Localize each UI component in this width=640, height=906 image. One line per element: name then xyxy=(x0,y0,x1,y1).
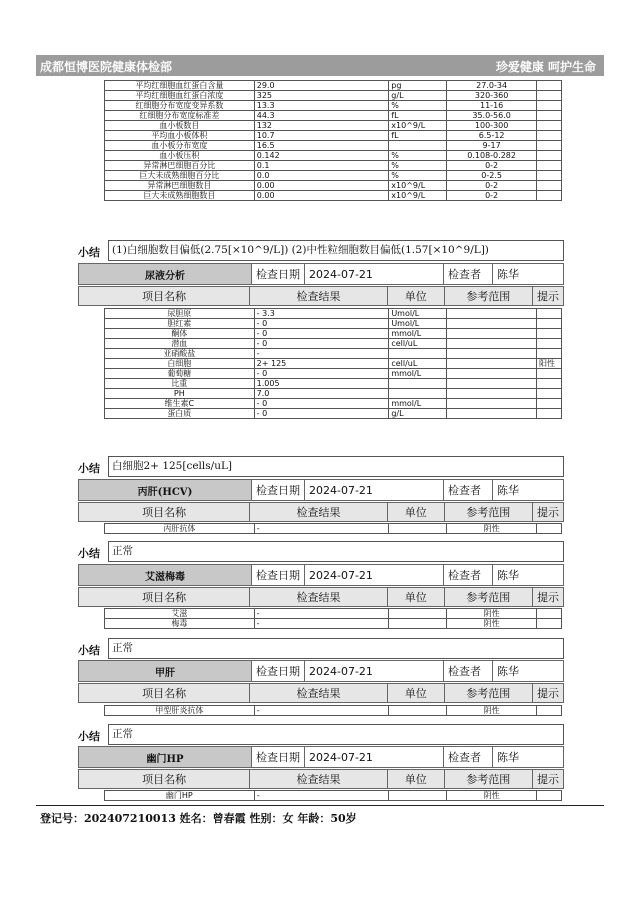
table-row xyxy=(105,191,562,201)
table-row xyxy=(105,181,562,191)
urine-summary xyxy=(78,456,564,476)
hcv-section-header xyxy=(78,479,564,501)
item-hint xyxy=(536,309,561,319)
item-hint xyxy=(537,131,562,141)
check-date-label: 检查日期 xyxy=(252,480,305,501)
col-range: 参考范围 xyxy=(444,770,532,789)
item-result: 325 xyxy=(254,91,389,101)
item-unit xyxy=(389,524,447,534)
item-range xyxy=(447,409,537,419)
hcv-summary xyxy=(78,541,564,561)
hiv-results-table xyxy=(104,608,562,629)
table-row xyxy=(105,409,562,419)
item-name: 平均红细胞血红蛋白含量 xyxy=(105,81,255,91)
item-range: 0-2.5 xyxy=(447,171,537,181)
check-date: 2024-07-21 xyxy=(305,747,444,768)
col-range: 参考范围 xyxy=(444,503,532,522)
item-hint xyxy=(536,329,561,339)
urine-section-header xyxy=(78,263,564,285)
hiv-summary-text: 正常 xyxy=(108,638,564,659)
item-result: 1.005 xyxy=(254,379,389,389)
col-unit: 单位 xyxy=(387,588,444,607)
item-result: 0.00 xyxy=(254,191,389,201)
item-range xyxy=(447,359,537,369)
col-item: 项目名称 xyxy=(79,287,250,306)
table-row xyxy=(105,319,562,329)
table-row xyxy=(105,619,562,629)
hcv-summary-text: 正常 xyxy=(108,541,564,562)
item-result: 16.5 xyxy=(254,141,389,151)
hiv-section-header xyxy=(78,564,564,586)
col-hint: 提示 xyxy=(533,588,564,607)
checker-label: 检查者 xyxy=(444,747,493,768)
item-unit: Umol/L xyxy=(389,309,447,319)
item-result: 0.1 xyxy=(254,161,389,171)
summary-label: 小结 xyxy=(78,547,100,560)
item-result: - 0 xyxy=(254,329,389,339)
urine-summary-text: 白细胞2+ 125[cells/uL] xyxy=(108,456,564,477)
table-row xyxy=(105,359,562,369)
item-name: 酮体 xyxy=(105,329,255,339)
section-name: 艾滋梅毒 xyxy=(79,565,252,586)
table-row xyxy=(105,141,562,151)
table-row xyxy=(105,524,562,534)
summary-label: 小结 xyxy=(78,462,100,475)
col-range: 参考范围 xyxy=(444,684,532,703)
item-unit: % xyxy=(389,161,447,171)
item-unit: g/L xyxy=(389,409,447,419)
item-unit: x10^9/L xyxy=(389,121,447,131)
item-range: 35.0-56.0 xyxy=(447,111,537,121)
item-range: 阴性 xyxy=(447,619,537,629)
item-name: 葡萄糖 xyxy=(105,369,255,379)
item-hint xyxy=(537,524,562,534)
item-name: 红细胞分布宽度标准差 xyxy=(105,111,255,121)
item-hint xyxy=(536,409,561,419)
item-hint xyxy=(537,91,562,101)
table-row xyxy=(105,399,562,409)
hiv-summary xyxy=(78,638,564,658)
section-name: 尿液分析 xyxy=(79,264,252,285)
table-row xyxy=(105,101,562,111)
hav-column-header xyxy=(78,683,564,703)
section-name: 丙肝(HCV) xyxy=(79,480,252,501)
table-row xyxy=(105,171,562,181)
item-result: - xyxy=(254,349,389,359)
item-name: 蛋白质 xyxy=(105,409,255,419)
item-range: 6.5-12 xyxy=(447,131,537,141)
item-range xyxy=(447,339,537,349)
item-hint: 阳性 xyxy=(536,359,561,369)
check-date-label: 检查日期 xyxy=(252,747,305,768)
table-row xyxy=(105,81,562,91)
hav-summary xyxy=(78,724,564,744)
table-row xyxy=(105,349,562,359)
item-range: 320-360 xyxy=(447,91,537,101)
col-item: 项目名称 xyxy=(79,684,250,703)
summary-label: 小结 xyxy=(78,644,100,657)
item-unit: g/L xyxy=(389,91,447,101)
item-result: 13.3 xyxy=(254,101,389,111)
hav-section-header xyxy=(78,660,564,682)
hp-column-header xyxy=(78,769,564,789)
item-result: - 0 xyxy=(254,399,389,409)
item-unit: mmol/L xyxy=(389,399,447,409)
item-result: - xyxy=(254,791,389,801)
item-name: 潜血 xyxy=(105,339,255,349)
urine-results-table xyxy=(104,308,562,419)
table-row xyxy=(105,609,562,619)
item-range: 11-16 xyxy=(447,101,537,111)
item-unit: cell/uL xyxy=(389,339,447,349)
item-name: 幽门HP xyxy=(105,791,255,801)
item-unit: mmol/L xyxy=(389,369,447,379)
col-item: 项目名称 xyxy=(79,503,250,522)
hcv-column-header xyxy=(78,502,564,522)
item-hint xyxy=(537,101,562,111)
item-unit xyxy=(389,389,447,399)
item-unit: x10^9/L xyxy=(389,191,447,201)
hcv-results-table xyxy=(104,523,562,534)
col-item: 项目名称 xyxy=(79,770,250,789)
item-range: 100-300 xyxy=(447,121,537,131)
item-hint xyxy=(537,171,562,181)
item-name: 异常淋巴细胞百分比 xyxy=(105,161,255,171)
col-hint: 提示 xyxy=(533,770,564,789)
item-unit: Umol/L xyxy=(389,319,447,329)
item-range xyxy=(447,309,537,319)
item-name: 血小板分布宽度 xyxy=(105,141,255,151)
item-hint xyxy=(537,161,562,171)
item-unit xyxy=(389,619,447,629)
item-unit: % xyxy=(389,151,447,161)
item-unit xyxy=(389,141,447,151)
hav-summary-text: 正常 xyxy=(108,724,564,745)
item-range xyxy=(447,389,537,399)
check-date: 2024-07-21 xyxy=(305,661,444,682)
item-unit xyxy=(389,706,447,716)
table-row xyxy=(105,389,562,399)
checker-name: 陈华 xyxy=(493,480,564,501)
item-unit xyxy=(389,379,447,389)
check-date-label: 检查日期 xyxy=(252,264,305,285)
table-row xyxy=(105,791,562,801)
checker-label: 检查者 xyxy=(444,565,493,586)
item-result: 0.0 xyxy=(254,171,389,181)
checker-name: 陈华 xyxy=(493,661,564,682)
item-hint xyxy=(537,181,562,191)
item-result: - 0 xyxy=(254,369,389,379)
item-result: - 0 xyxy=(254,409,389,419)
item-result: - xyxy=(254,706,389,716)
item-unit xyxy=(389,349,447,359)
checker-name: 陈华 xyxy=(493,264,564,285)
summary-label: 小结 xyxy=(78,730,100,743)
table-row xyxy=(105,111,562,121)
check-date: 2024-07-21 xyxy=(305,264,444,285)
checker-label: 检查者 xyxy=(444,264,493,285)
hp-section-header xyxy=(78,746,564,768)
checker-name: 陈华 xyxy=(493,747,564,768)
item-unit: % xyxy=(389,101,447,111)
col-result: 检查结果 xyxy=(250,684,388,703)
item-name: 异常淋巴细胞数目 xyxy=(105,181,255,191)
item-hint xyxy=(536,399,561,409)
item-range: 0-2 xyxy=(447,191,537,201)
hp-results-table xyxy=(104,790,562,801)
item-hint xyxy=(536,339,561,349)
item-name: 红细胞分布宽度变异系数 xyxy=(105,101,255,111)
slogan: 珍爱健康 呵护生命 xyxy=(495,60,596,74)
table-row xyxy=(105,706,562,716)
item-hint xyxy=(537,791,562,801)
col-unit: 单位 xyxy=(387,684,444,703)
item-range: 0.108-0.282 xyxy=(447,151,537,161)
report-header xyxy=(36,55,604,76)
item-unit: pg xyxy=(389,81,447,91)
item-name: PH xyxy=(105,389,255,399)
table-row xyxy=(105,161,562,171)
item-range xyxy=(447,399,537,409)
item-range xyxy=(447,329,537,339)
item-result: 132 xyxy=(254,121,389,131)
item-name: 维生素C xyxy=(105,399,255,409)
blood-results-table xyxy=(104,80,562,201)
item-range: 27.0-34 xyxy=(447,81,537,91)
patient-info: 登记号：202407210013 姓名：曾春霞 性别：女 年龄：50岁 xyxy=(40,812,357,825)
check-date-label: 检查日期 xyxy=(252,565,305,586)
table-row xyxy=(105,339,562,349)
item-hint xyxy=(537,141,562,151)
item-name: 比重 xyxy=(105,379,255,389)
col-hint: 提示 xyxy=(533,287,564,306)
col-result: 检查结果 xyxy=(250,770,388,789)
item-hint xyxy=(537,609,562,619)
table-row xyxy=(105,379,562,389)
item-name: 巨大未成熟细胞百分比 xyxy=(105,171,255,181)
checker-name: 陈华 xyxy=(493,565,564,586)
item-unit xyxy=(389,791,447,801)
item-unit: x10^9/L xyxy=(389,181,447,191)
item-hint xyxy=(536,379,561,389)
item-hint xyxy=(536,369,561,379)
item-range: 9-17 xyxy=(447,141,537,151)
item-unit: fL xyxy=(389,131,447,141)
blood-summary xyxy=(78,240,564,260)
table-row xyxy=(105,121,562,131)
item-hint xyxy=(536,389,561,399)
item-name: 平均血小板体积 xyxy=(105,131,255,141)
item-name: 血小板压积 xyxy=(105,151,255,161)
item-result: - xyxy=(254,619,389,629)
section-name: 甲肝 xyxy=(79,661,252,682)
item-result: - 0 xyxy=(254,319,389,329)
item-hint xyxy=(537,121,562,131)
checker-label: 检查者 xyxy=(444,661,493,682)
item-name: 平均红细胞血红蛋白浓度 xyxy=(105,91,255,101)
hiv-column-header xyxy=(78,587,564,607)
col-result: 检查结果 xyxy=(250,287,388,306)
col-hint: 提示 xyxy=(533,684,564,703)
item-name: 胆红素 xyxy=(105,319,255,329)
table-row xyxy=(105,151,562,161)
table-row xyxy=(105,329,562,339)
item-name: 巨大未成熟细胞数目 xyxy=(105,191,255,201)
item-hint xyxy=(537,81,562,91)
table-row xyxy=(105,369,562,379)
col-hint: 提示 xyxy=(533,503,564,522)
item-result: 10.7 xyxy=(254,131,389,141)
item-range: 0-2 xyxy=(447,181,537,191)
footer-divider xyxy=(36,805,604,806)
item-name: 尿胆原 xyxy=(105,309,255,319)
item-result: 7.0 xyxy=(254,389,389,399)
item-range: 阴性 xyxy=(447,609,537,619)
item-name: 丙肝抗体 xyxy=(105,524,255,534)
col-unit: 单位 xyxy=(387,770,444,789)
item-unit xyxy=(389,609,447,619)
summary-label: 小结 xyxy=(78,246,100,259)
item-name: 白细胞 xyxy=(105,359,255,369)
hav-results-table xyxy=(104,705,562,716)
item-result: 29.0 xyxy=(254,81,389,91)
item-range xyxy=(447,349,537,359)
blood-summary-text: (1)白细胞数目偏低(2.75[×10^9/L]) (2)中性粒细胞数目偏低(1.57[×10^9/L]) xyxy=(108,240,564,261)
col-range: 参考范围 xyxy=(444,588,532,607)
item-result: - xyxy=(254,524,389,534)
item-hint xyxy=(537,151,562,161)
item-result: - xyxy=(254,609,389,619)
item-unit: cell/uL xyxy=(389,359,447,369)
table-row xyxy=(105,131,562,141)
check-date-label: 检查日期 xyxy=(252,661,305,682)
item-range xyxy=(447,369,537,379)
item-range: 阴性 xyxy=(447,791,537,801)
item-name: 甲型肝炎抗体 xyxy=(105,706,255,716)
check-date: 2024-07-21 xyxy=(305,565,444,586)
item-hint xyxy=(537,706,562,716)
item-result: 0.142 xyxy=(254,151,389,161)
item-result: 44.3 xyxy=(254,111,389,121)
item-unit: mmol/L xyxy=(389,329,447,339)
item-range: 阴性 xyxy=(447,706,537,716)
item-result: - 0 xyxy=(254,339,389,349)
item-unit: fL xyxy=(389,111,447,121)
item-name: 亚硝酸盐 xyxy=(105,349,255,359)
check-date: 2024-07-21 xyxy=(305,480,444,501)
item-range xyxy=(447,379,537,389)
item-hint xyxy=(537,111,562,121)
item-name: 艾滋 xyxy=(105,609,255,619)
table-row xyxy=(105,309,562,319)
item-unit: % xyxy=(389,171,447,181)
urine-column-header xyxy=(78,286,564,306)
item-result: 2+ 125 xyxy=(254,359,389,369)
col-result: 检查结果 xyxy=(250,503,388,522)
item-hint xyxy=(536,319,561,329)
col-range: 参考范围 xyxy=(444,287,532,306)
checker-label: 检查者 xyxy=(444,480,493,501)
item-hint xyxy=(537,191,562,201)
item-range: 阴性 xyxy=(447,524,537,534)
col-unit: 单位 xyxy=(387,287,444,306)
col-result: 检查结果 xyxy=(250,588,388,607)
item-name: 梅毒 xyxy=(105,619,255,629)
item-result: 0.00 xyxy=(254,181,389,191)
col-unit: 单位 xyxy=(387,503,444,522)
item-hint xyxy=(536,349,561,359)
item-result: - 3.3 xyxy=(254,309,389,319)
item-hint xyxy=(537,619,562,629)
col-item: 项目名称 xyxy=(79,588,250,607)
item-range: 0-2 xyxy=(447,161,537,171)
item-range xyxy=(447,319,537,329)
section-name: 幽门HP xyxy=(79,747,252,768)
hospital-name: 成都恒博医院健康体检部 xyxy=(40,60,173,74)
item-name: 血小板数目 xyxy=(105,121,255,131)
table-row xyxy=(105,91,562,101)
